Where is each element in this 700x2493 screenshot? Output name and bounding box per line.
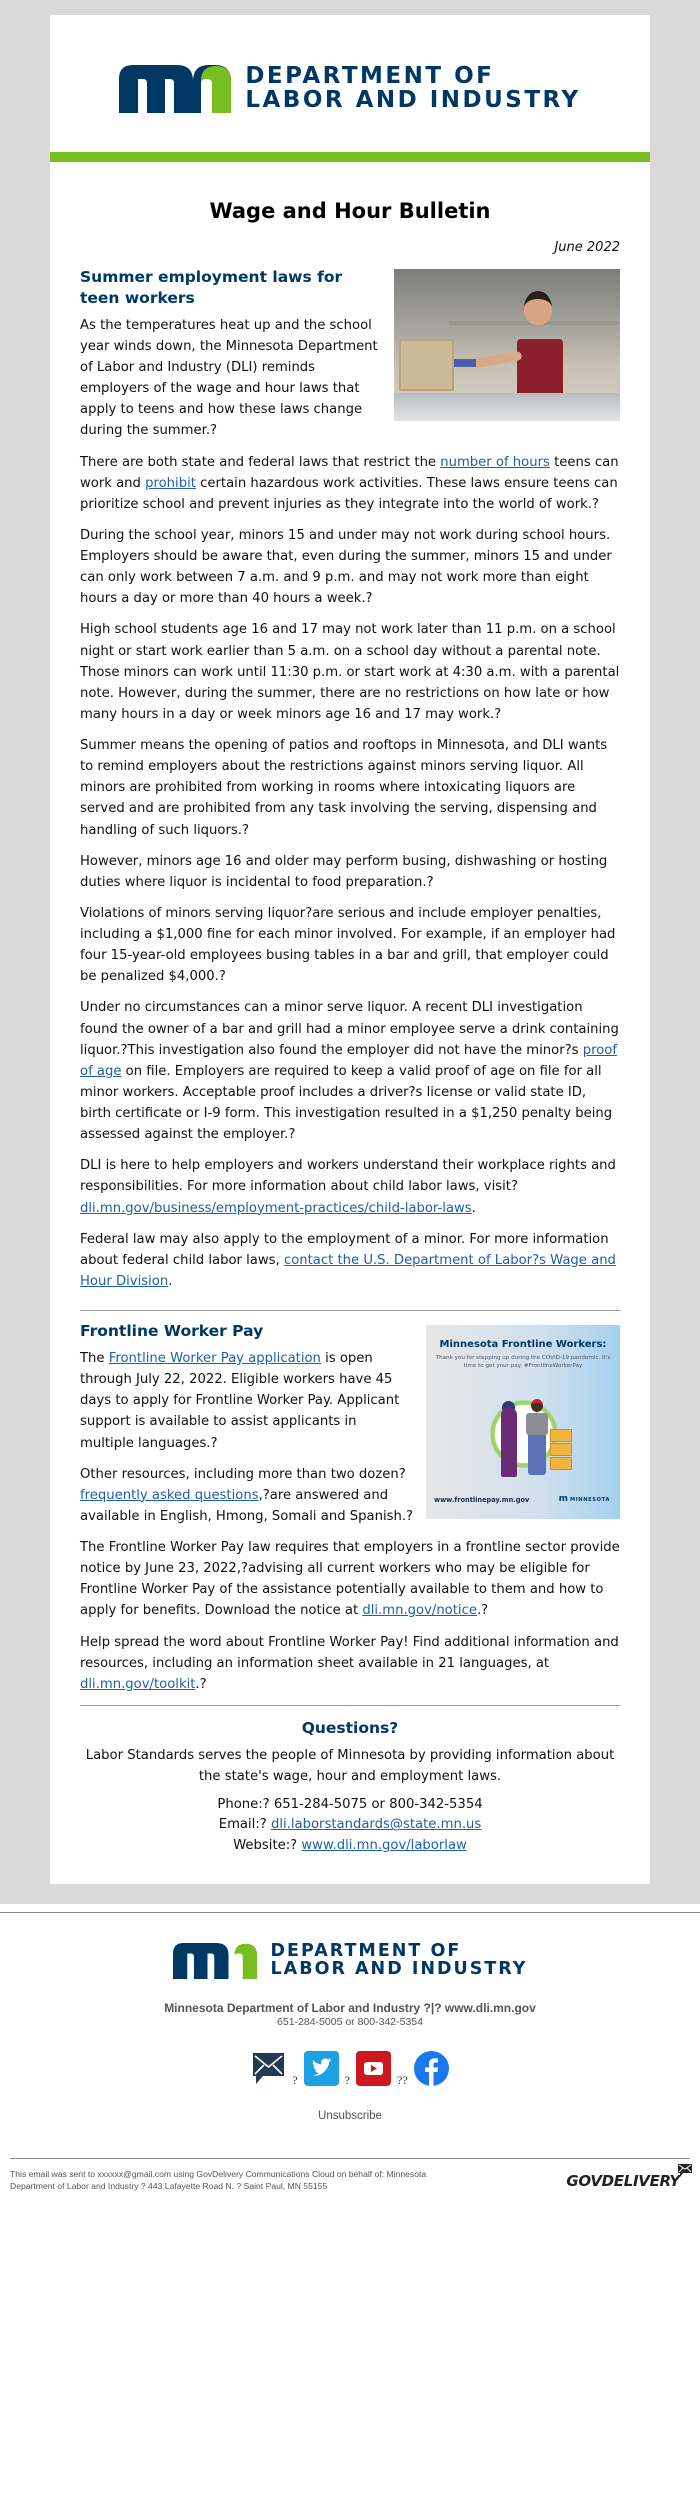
frontline-application-link[interactable]: Frontline Worker Pay application bbox=[108, 1351, 321, 1366]
frontline-paragraph-toolkit: Help spread the word about Frontline Worker Pay! Find additional information and resources, including an information sheet available in 21 languages, at dli.mn.gov/toolkit.? bbox=[80, 1634, 619, 1692]
graphic-subtitle: Thank you for stepping up during the COVID-19 pandemic. It's time to get your pay. #FrontlineWorkerPay bbox=[435, 1355, 611, 1370]
dli-logo[interactable] bbox=[119, 65, 580, 113]
faq-link[interactable]: frequently asked questions bbox=[80, 1487, 259, 1503]
email-line: Email:? dli.laborstandards@state.mn.us bbox=[218, 1817, 482, 1833]
questions-section bbox=[80, 1716, 620, 1884]
email-updates-icon[interactable] bbox=[251, 2051, 286, 2086]
teen-paragraph-hours: There are both state and federal laws that restrict the number of hours teens can work and prohibit certain hazardous work activities. These laws ensure teens can prioritize school and prevent injuries as they integrate into the world of work.? bbox=[80, 454, 619, 512]
green-divider bbox=[50, 152, 650, 162]
teen-paragraph-high-school: High school students age 16 and 17 may not work later than 11 p.m. on a school night or start work earlier than 5 a.m. on a school day without a parental note. Those minors can work until 11:30 p.m. or start work at 4:30 a.m. with a parental note. However, during the summer, there are no restrictions on how late or how many hours in a day or week minors age 16 and 17 may work.? bbox=[80, 622, 620, 722]
frontline-section-heading: Frontline Worker Pay bbox=[80, 1322, 264, 1341]
bulletin-content bbox=[50, 162, 650, 1884]
prohibit-link[interactable]: prohibit bbox=[145, 475, 196, 491]
govdelivery-logo[interactable]: GOVDELIVERY bbox=[566, 2172, 690, 2190]
notice-link[interactable]: dli.mn.gov/notice bbox=[362, 1603, 477, 1619]
teen-intro-paragraph: As the temperatures heat up and the school year winds down, the Minnesota Department of Labor and Industry (DLI) reminds employers of the wage and hour laws that apply to teens and how these laws change during the summer.? bbox=[80, 317, 378, 439]
frontline-workers-graphic bbox=[426, 1325, 620, 1519]
teen-paragraph-investigation: Under no circumstances can a minor serve liquor. A recent DLI investigation found the owner of a bar and grill had a minor employee serve a drink containing liquor.?This investigation also found the employer did not have the minor?s proof of age on file. Employers are required to keep a valid proof of age on file for all minor workers. Acceptable proof includes a driver?s license or valid state ID, birth certificate or I-9 form. This investigation resulted in a $1,250 penalty being assessed against the employer.? bbox=[80, 1000, 619, 1143]
footer bbox=[0, 1913, 700, 2204]
teen-paragraph-busing: However, minors age 16 and older may perform busing, dishwashing or hosting duties where liquor is incidental to food preparation.? bbox=[80, 853, 608, 890]
teen-intro-row bbox=[80, 267, 620, 452]
bulletin-date: June 2022 bbox=[554, 240, 620, 256]
section-divider bbox=[80, 1310, 620, 1311]
website-link[interactable]: www.dli.mn.gov/laborlaw bbox=[301, 1837, 467, 1853]
frontline-paragraph-resources: Other resources, including more than two dozen?frequently asked questions,?are answered and available in English, Hmong, Somali and Spanish.? bbox=[80, 1466, 414, 1524]
header bbox=[50, 15, 650, 152]
footer-dli-logo[interactable] bbox=[0, 1943, 700, 1979]
number-of-hours-link[interactable]: number of hours bbox=[440, 454, 550, 470]
mn-logo-icon bbox=[173, 1943, 257, 1979]
legal-row bbox=[0, 2159, 700, 2204]
footer-org-line: Minnesota Department of Labor and Industry ?|? www.dli.mn.gov bbox=[164, 2001, 536, 2016]
social-separator: ? bbox=[344, 2073, 350, 2088]
graphic-logo: mMINNESOTA bbox=[558, 1493, 610, 1504]
unsubscribe-link[interactable]: Unsubscribe bbox=[318, 2110, 382, 2123]
questions-description: Labor Standards serves the people of Minnesota by providing information about the state's wage, hour and employment laws. bbox=[85, 1747, 615, 1784]
facebook-icon[interactable] bbox=[414, 2051, 449, 2086]
teen-paragraph-liquor: Summer means the opening of patios and rooftops in Minnesota, and DLI wants to remind employers about the restrictions against minors serving liquor. All minors are prohibited from working in rooms where intoxicating liquors are served and are prohibited from any task involving the serving, dispensing and handling of such liquors.? bbox=[80, 738, 608, 838]
mn-logo-icon bbox=[119, 65, 231, 113]
footer-logo-line-1: DEPARTMENT OF bbox=[270, 1941, 462, 1962]
us-dol-wage-hour-link[interactable]: contact the U.S. Department of Labor?s Wage and Hour Division bbox=[80, 1252, 616, 1289]
teen-paragraph-violations: Violations of minors serving liquor?are serious and include employer penalties, including a $1,000 fine for each minor involved. For example, if an employer had four 15-year-old employees busing tables in a bar and grill, that employer could be penalized $4,000.? bbox=[80, 905, 616, 985]
footer-phone-line: 651-284-5005 or 800-342-5354 bbox=[277, 2016, 423, 2029]
twitter-icon[interactable] bbox=[304, 2051, 339, 2086]
logo-line-1: DEPARTMENT OF bbox=[245, 63, 495, 90]
youtube-icon[interactable] bbox=[356, 2051, 391, 2086]
bulletin-title: Wage and Hour Bulletin bbox=[209, 199, 491, 223]
social-separator: ? bbox=[292, 2073, 298, 2088]
graphic-title: Minnesota Frontline Workers: bbox=[439, 1339, 607, 1351]
social-separator: ?? bbox=[397, 2073, 408, 2088]
logo-line-2: LABOR AND INDUSTRY bbox=[245, 86, 581, 113]
questions-heading: Questions? bbox=[301, 1718, 399, 1737]
social-links bbox=[0, 2046, 700, 2086]
frontline-paragraph-application: The Frontline Worker Pay application is open through July 22, 2022. Eligible workers have 45 days to apply for Frontline Worker Pay. Applicant support is available to assist applicants in multiple languages.? bbox=[80, 1351, 400, 1451]
toolkit-link[interactable]: dli.mn.gov/toolkit bbox=[80, 1676, 196, 1692]
graphic-url: www.frontlinepay.mn.gov bbox=[434, 1495, 530, 1504]
frontline-intro-row bbox=[80, 1321, 620, 1537]
section-divider bbox=[80, 1705, 620, 1706]
phone-line: Phone:? 651-284-5075 or 800-342-5354 bbox=[217, 1796, 483, 1812]
teen-paragraph-help: DLI is here to help employers and workers understand their workplace rights and responsibilities. For more information about child labor laws, visit? dli.mn.gov/business/employment-practices/child-labor-laws. bbox=[80, 1158, 616, 1216]
footer-logo-line-2: LABOR AND INDUSTRY bbox=[270, 1959, 528, 1980]
teen-worker-photo bbox=[394, 269, 620, 421]
legal-notice: This email was sent to xxxxxx@gmail.com using GovDelivery Communications Cloud on behalf of: Minnesota Department of Labor and Industry ? 443 Lafayette Road N. ? Saint Paul, MN 55155 bbox=[10, 2169, 427, 2191]
teen-paragraph-school-year: During the school year, minors 15 and under may not work during school hours. Employers should be aware that, even during the summer, minors 15 and under can only work between 7 a.m. and 9 p.m. and may not work more than eight hours a day or more than 40 hours a week.? bbox=[80, 527, 612, 607]
teen-paragraph-federal: Federal law may also apply to the employment of a minor. For more information about federal child labor laws, contact the U.S. Department of Labor?s Wage and Hour Division. bbox=[80, 1231, 616, 1289]
govdelivery-envelope-icon bbox=[678, 2164, 692, 2177]
child-labor-laws-link[interactable]: dli.mn.gov/business/employment-practices/child-labor-laws bbox=[80, 1200, 472, 1216]
teen-section-heading: Summer employment laws for teen workers bbox=[80, 267, 343, 307]
email-link[interactable]: dli.laborstandards@state.mn.us bbox=[270, 1817, 482, 1833]
proof-of-age-link[interactable]: proof of age bbox=[80, 1042, 617, 1079]
website-line: Website:? www.dli.mn.gov/laborlaw bbox=[233, 1837, 467, 1853]
frontline-paragraph-notice: The Frontline Worker Pay law requires that employers in a frontline sector provide notice by June 23, 2022,?advising all current workers who may be eligible for Frontline Worker Pay of the assistance potentially available to them and how to apply for benefits. Download the notice at dli.mn.gov/notice.? bbox=[80, 1540, 620, 1619]
bulletin-card bbox=[50, 15, 650, 1884]
